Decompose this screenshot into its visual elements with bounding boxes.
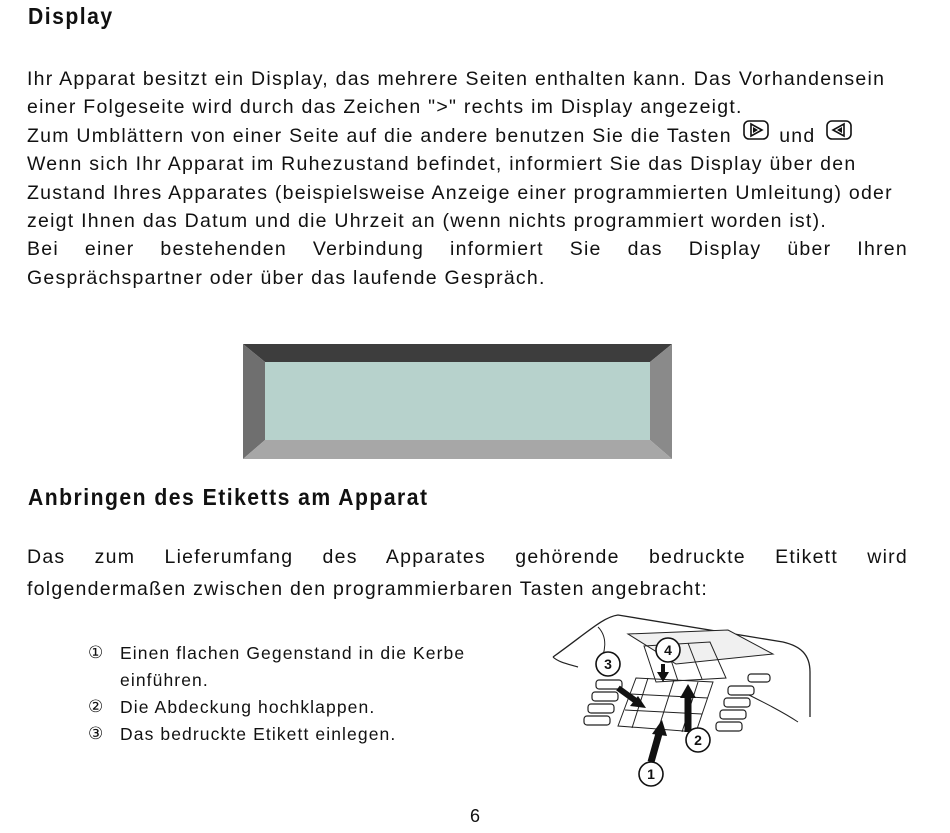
- step-number: ①: [88, 643, 105, 663]
- list-item: [88, 640, 508, 694]
- callout-3: 3: [604, 656, 612, 672]
- text-line: zeigt Ihnen das Datum und die Uhrzeit an (wenn nichts programmiert worden ist).: [27, 210, 827, 233]
- label-description: [27, 541, 908, 605]
- text-line: Ihr Apparat besitzt ein Display, das mehrere Seiten enthalten kann. Das Vorhandensein: [27, 68, 886, 90]
- callout-2: 2: [694, 732, 702, 748]
- text-line: Gesprächspartner oder über das laufende Gespräch.: [27, 266, 546, 289]
- text-segment: und: [779, 124, 816, 147]
- text-line: Das zum Lieferumfang des Apparates gehörende bedruckte Etikett wird: [27, 546, 908, 568]
- section-heading-display: Display: [28, 3, 114, 29]
- display-description: [27, 65, 908, 292]
- step-number: ③: [88, 724, 105, 744]
- section-heading-label: Anbringen des Etiketts am Apparat: [28, 484, 429, 510]
- callout-1: 1: [647, 766, 655, 782]
- step-text: einführen.: [120, 670, 209, 690]
- text-line: folgendermaßen zwischen den programmierbaren Tasten angebracht:: [27, 578, 709, 600]
- step-list: [88, 640, 508, 748]
- step-text: Einen flachen Gegenstand in die Kerbe: [120, 643, 466, 663]
- callout-4: 4: [664, 642, 672, 658]
- text-line: Wenn sich Ihr Apparat im Ruhezustand befindet, informiert Sie das Display über den: [27, 153, 857, 176]
- step-number: ②: [88, 697, 105, 717]
- lcd-display-illustration: [243, 344, 672, 459]
- text-line-with-keys: [27, 122, 908, 150]
- step-text: Die Abdeckung hochklappen.: [120, 697, 376, 717]
- label-insertion-illustration: [548, 612, 813, 797]
- text-line: Bei einer bestehenden Verbindung informiert Sie das Display über Ihren: [27, 238, 908, 261]
- text-line: einer Folgeseite wird durch das Zeichen ">" rechts im Display angezeigt.: [27, 96, 743, 119]
- arrow-left-key-icon: [826, 120, 852, 148]
- page-number: 6: [469, 806, 480, 826]
- text-segment: Zum Umblättern von einer Seite auf die andere benutzen Sie die Tasten: [27, 124, 732, 147]
- lcd-screen: [265, 362, 650, 440]
- list-item: [88, 694, 508, 721]
- list-item: [88, 721, 508, 748]
- arrow-right-key-icon: [743, 120, 769, 148]
- step-text: Das bedruckte Etikett einlegen.: [120, 724, 397, 744]
- text-line: Zustand Ihres Apparates (beispielsweise Anzeige einer programmierten Umleitung) oder: [27, 181, 893, 204]
